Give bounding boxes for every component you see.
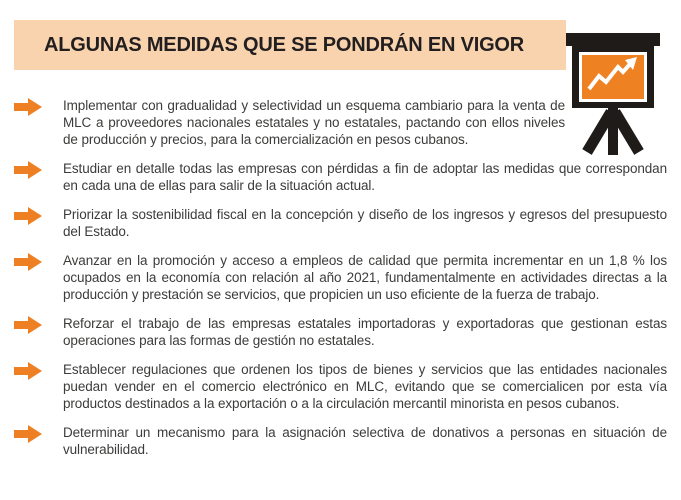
right-arrow-icon [14,161,42,179]
list-item [0,424,681,458]
right-arrow-icon [14,316,42,334]
measure-text: Estudiar en detalle todas las empresas con pérdidas a fin de adoptar las medidas que correspondan en cada una de ellas para salir de la situación actual. [63,161,667,193]
measure-text: Avanzar en la promoción y acceso a empleos de calidad que permita incrementar en un 1,8 % los ocupados en la economía con relación al año 2021, fundamentalmente en actividades directas a la producción y prestación se servicios, que propicien un uso eficiente de la fuerza de trabajo. [63,253,667,302]
measure-text: Reforzar el trabajo de las empresas estatales importadoras y exportadoras que gestionan estas operaciones para las formas de gestión no estatales. [63,316,667,348]
list-item [0,206,681,240]
right-arrow-icon [14,98,42,116]
right-arrow-icon [14,425,42,443]
measure-text: Establecer regulaciones que ordenen los tipos de bienes y servicios que las entidades nacionales puedan vender en el comercio electrónico en MLC, evitando que se comercialicen por esta vía productos destinados a la exportación o a la circulación mercantil minorista en pesos cubanos. [63,362,667,411]
presentation-chart-easel-icon [562,29,664,157]
page-title: ALGUNAS MEDIDAS QUE SE PONDRÁN EN VIGOR [44,33,525,56]
right-arrow-icon [14,362,42,380]
list-item [0,160,681,194]
right-arrow-icon [14,207,42,225]
measure-text: Priorizar la sostenibilidad fiscal en la concepción y diseño de los ingresos y egresos del presupuesto del Estado. [63,207,667,239]
list-item [0,315,681,349]
list-item [0,252,681,303]
measure-text: Implementar con gradualidad y selectividad un esquema cambiario para la venta de MLC a proveedores nacionales estatales y no estatales, pactando con ellos niveles de producción y precios, para la comercialización en pesos cubanos. [63,98,565,147]
measure-text: Determinar un mecanismo para la asignación selectiva de donativos a personas en situación de vulnerabilidad. [63,425,667,457]
list-item [0,361,681,412]
right-arrow-icon [14,253,42,271]
title-banner [14,20,566,70]
